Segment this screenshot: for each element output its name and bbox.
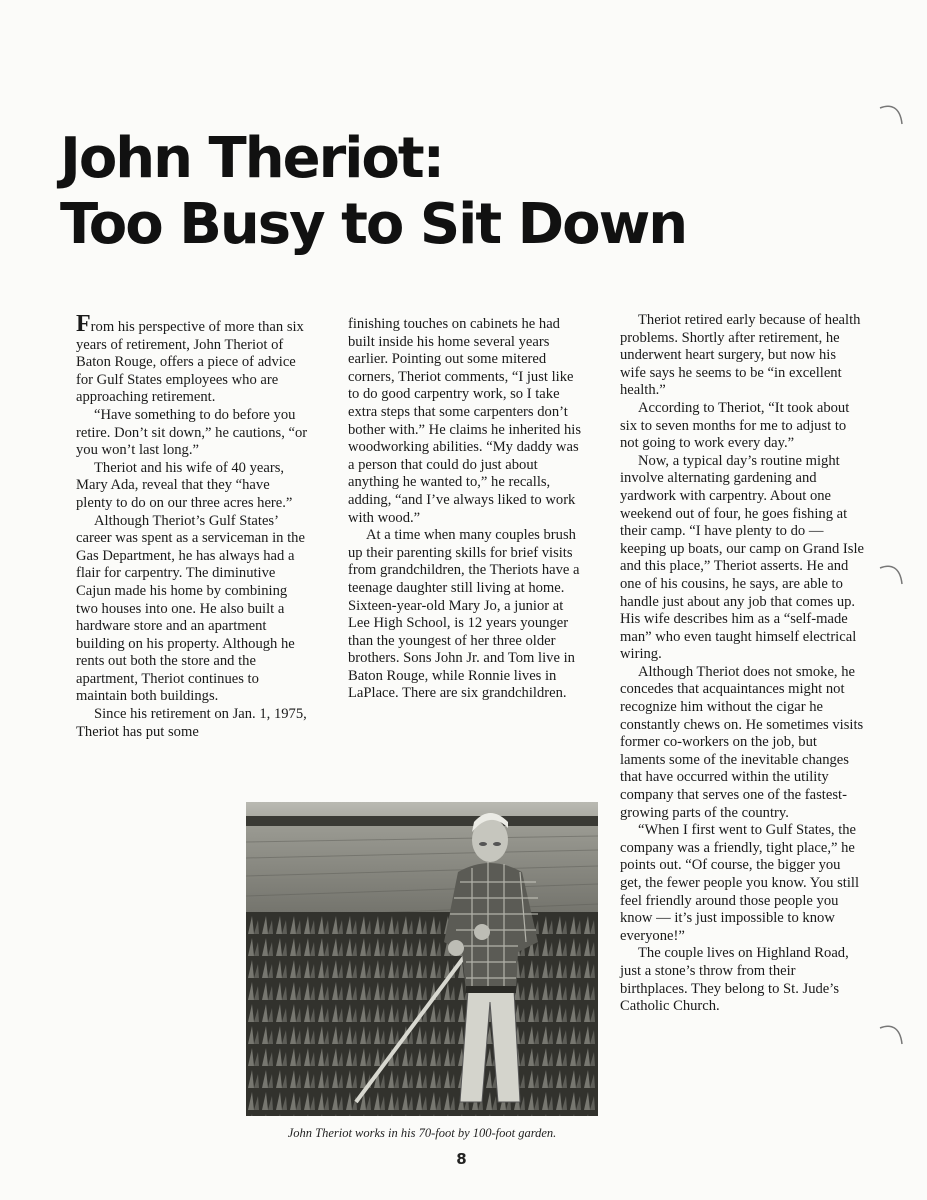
article-column-3 bbox=[620, 312, 864, 1016]
paragraph bbox=[76, 311, 308, 407]
garden-photo bbox=[246, 802, 598, 1116]
photo-caption: John Theriot works in his 70-foot by 100-foot garden. bbox=[287, 1126, 557, 1140]
paragraph: Theriot and his wife of 40 years, Mary Ada, reveal that they “have plenty to do on our three acres here.” bbox=[76, 459, 293, 511]
paragraph: According to Theriot, “It took about six to seven months for me to adjust to not going to work every day.” bbox=[620, 399, 850, 452]
paragraph: finishing touches on cabinets he had built inside his home several years earlier. Pointing out some mitered corners, Theriot comments, “I just like to do good carpentry work, so I take extra steps that some carpenters don’t bother with.” He claims he inherited his woodworking abilities. “My daddy was a person that could do just about anything he wanted to,” he recalls, adding, “and I’ve always liked to work with wood.” bbox=[348, 316, 582, 526]
article-headline bbox=[60, 126, 686, 258]
paragraph: Since his retirement on Jan. 1, 1975, Theriot has put some bbox=[76, 706, 307, 740]
drop-cap: F bbox=[76, 311, 91, 337]
binder-hole-middle bbox=[878, 562, 904, 588]
paragraph: “When I first went to Gulf States, the company was a friendly, tight place,” he points out. “Of course, the bigger you get, the fewer people you know. You still feel friendly around those people you know — it’s just impossible to know everyone!” bbox=[620, 822, 860, 944]
garden-photo-image bbox=[246, 802, 598, 1116]
page-number bbox=[0, 1150, 927, 1168]
article-column-2 bbox=[348, 316, 588, 703]
paragraph: Although Theriot’s Gulf States’ career was spent as a serviceman in the Gas Department, he has always had a flair for carpentry. The diminutive Cajun made his home by combining two houses into one. He also built a hardware store and an apartment building on his property. Although he rents out both the store and the apartment, Theriot continues to maintain both buildings. bbox=[76, 512, 305, 705]
headline-line-2: Too Busy to Sit Down bbox=[60, 192, 687, 257]
paragraph: Now, a typical day’s routine might involve alternating gardening and yardwork with carpentry. About one weekend out of four, he goes fishing at their camp. “I have plenty to do — keeping up boats, our camp on Grand Isle and this place,” Theriot asserts. He and one of his cousins, he says, are able to handle just about any job that comes up. His wife describes him as a “self-made man” who even taught himself electrical wiring. bbox=[620, 452, 864, 663]
paragraph-text: rom his perspective of more than six years of retirement, John Theriot of Baton Rouge, offers a piece of advice for Gulf States employees who are approaching retirement. bbox=[76, 319, 304, 406]
binder-hole-bottom bbox=[878, 1022, 904, 1048]
article-column-1 bbox=[76, 311, 308, 741]
binder-hole-top bbox=[878, 102, 904, 128]
page-number-text: 8 bbox=[456, 1150, 467, 1168]
headline-line-1: John Theriot: bbox=[60, 126, 444, 191]
paragraph: Theriot retired early because of health problems. Shortly after retirement, he underwent heart surgery, but now his wife says he seems to be “in excellent health.” bbox=[620, 312, 861, 399]
paragraph: The couple lives on Highland Road, just a stone’s throw from their birthplaces. They belong to St. Jude’s Catholic Church. bbox=[620, 945, 849, 1015]
paragraph: Although Theriot does not smoke, he concedes that acquaintances might not recognize him without the cigar he constantly chews on. He sometimes visits former co-workers on the job, but laments some of the inevitable changes that have occurred within the utility company that serves one of the fastest-growing parts of the country. bbox=[620, 663, 864, 821]
paragraph: “Have something to do before you retire. Don’t sit down,” he cautions, “or you won’t last long.” bbox=[76, 406, 308, 459]
paragraph: At a time when many couples brush up their parenting skills for brief visits from grandchildren, the Theriots have a teenage daughter still living at home. Sixteen-year-old Mary Jo, a junior at Lee High School, is 12 years younger than the youngest of her three older brothers. Sons John Jr. and Tom live in Baton Rouge, while Ronnie lives in LaPlace. There are six grandchildren. bbox=[348, 527, 580, 702]
